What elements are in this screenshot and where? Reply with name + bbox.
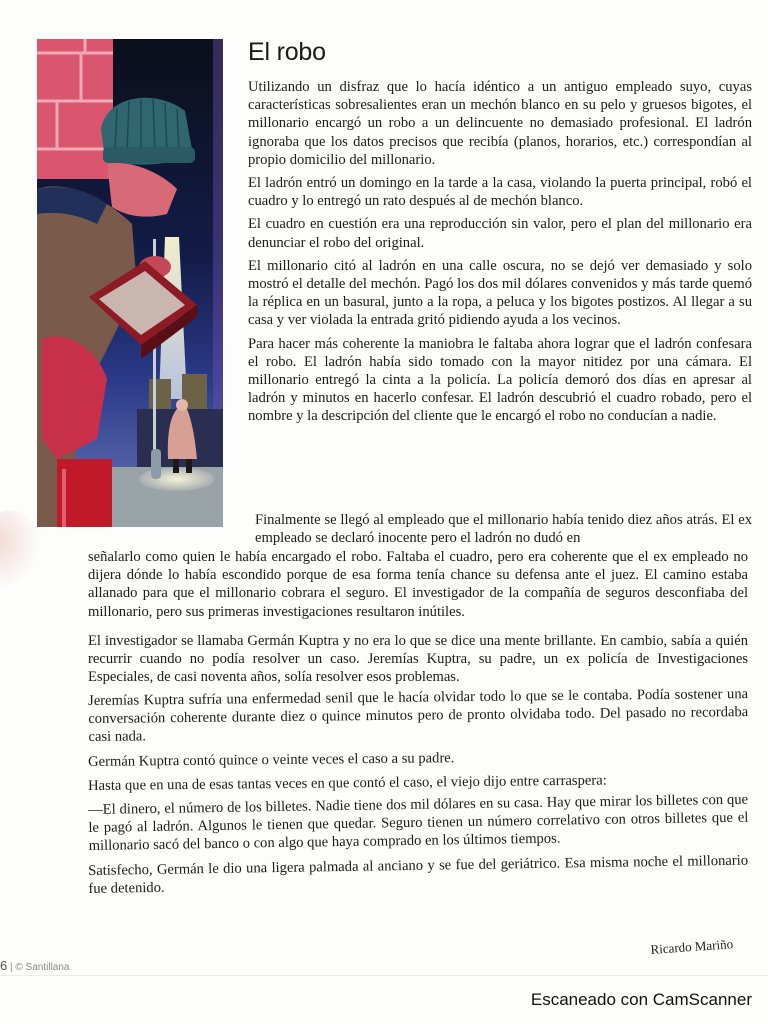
paragraph-5: Para hacer más coherente la maniobra le faltaba ahora lograr que el ladrón confesara el robo. El ladrón había sido tomado con la mayor nitidez por una cámara. El millonario entregó la cinta a la policía. La policía demoró dos días en apresar al ladrón y minutos en hacerlo confesar. El ladrón descubrió el cuadro robado, pero el nombre y la descripción del cliente que le encargó el robo no conducían a nadie. <box>248 335 752 425</box>
paragraph-6-continued: señalarlo como quien le había encargado el robo. Faltaba el cuadro, pero era coherente que el ex empleado no dijera dónde lo había escondido porque de esa forma tenía chance su defensa ante el juez. El camino estaba allanado para que el millonario cobrara el seguro. El investigador de la compañía de seguros desconfiaba del millonario, pero sus primeras investigaciones resultaron inútiles. <box>88 549 748 620</box>
paragraph-7: El investigador se llamaba Germán Kuptra y no era lo que se dice una mente brillante. En cambio, sabía a quién recurrir cuando no podía resolver un caso. Jeremías Kuptra, su padre, un ex policía de Investigaciones Especiales, de casi noventa años, solía resolver esos problemas. <box>88 632 748 686</box>
story-illustration <box>37 39 223 527</box>
paragraph-6-start: Finalmente se llegó al empleado que el millonario había tenido diez años atrás. El ex empleado se declaró inocente pero el ladrón no dudó en <box>255 512 752 547</box>
publisher-credit: © Santillana <box>15 962 70 973</box>
paragraph-11-dialogue: —El dinero, el número de los billetes. Nadie tiene dos mil dólares en su casa. Hay que mirar los billetes con que le pagó al ladrón. Algunos le tienen que quedar. Seguro tienen un número correlativo con otros billetes que el millonario sacó del banco o con algo que haya comprado en los últimos tiempos. <box>88 792 749 855</box>
wide-text-column <box>88 548 748 904</box>
camscanner-watermark: Escaneado con CamScanner <box>530 990 752 1009</box>
paragraph-3: El cuadro en cuestión era una reproducción sin valor, pero el plan del millonario era denunciar el robo del original. <box>248 216 752 251</box>
narrow-text-column <box>248 78 752 431</box>
footer-separator: | <box>10 962 16 973</box>
paragraph-1: Utilizando un disfraz que lo hacía idéntico a un antiguo empleado suyo, cuyas características sobresalientes eran un mechón blanco en su pelo y gruesos bigotes, el millonario encargó un robo a un delincuente no demasiado profesional. El ladrón ignoraba que los datos precisos que recibía (planos, horarios, etc.) correspondían al propio domicilio del millonario. <box>248 79 752 168</box>
paragraph-10: Hasta que en una de esas tantas veces en que contó el caso, el viejo dijo entre carraspera: <box>88 772 607 795</box>
paragraph-8: Jeremías Kuptra sufría una enfermedad senil que le hacía olvidar todo lo que se le contaba. Podía sostener una conversación coherente durante diez o quince minutos pero de pronto olvidaba todo. Del pasado no recordaba casi nada. <box>88 686 749 746</box>
paragraph-9: Germán Kuptra contó quince o veinte veces el caso a su padre. <box>88 750 455 771</box>
paragraph-4: El millonario citó al ladrón en una calle oscura, no se dejó ver demasiado y solo mostró el detalle del mechón. Pagó los dos mil dólares convenidos y más tarde quemó la réplica en un basural, junto a la ropa, a peluca y los bigotes postizos. Al llegar a su casa y ver violada la entrada gritó pidiendo ayuda a los vecinos. <box>248 257 752 329</box>
scan-edge <box>0 975 768 976</box>
page-footer <box>0 958 69 973</box>
thumb-shadow <box>0 510 40 590</box>
paragraph-12: Satisfecho, Germán le dio una ligera palmada al anciano y se fue del geriátrico. Esa misma noche el millonario fue detenido. <box>88 852 749 898</box>
page-title: El robo <box>248 38 326 66</box>
author-signature: Ricardo Mariño <box>650 936 734 957</box>
paragraph-2: El ladrón entró un domingo en la tarde a la casa, violando la puerta principal, robó el cuadro y lo entregó un rato después al de mechón blanco. <box>248 175 752 210</box>
illustration-art <box>37 39 223 527</box>
page-number: 6 <box>0 958 8 973</box>
